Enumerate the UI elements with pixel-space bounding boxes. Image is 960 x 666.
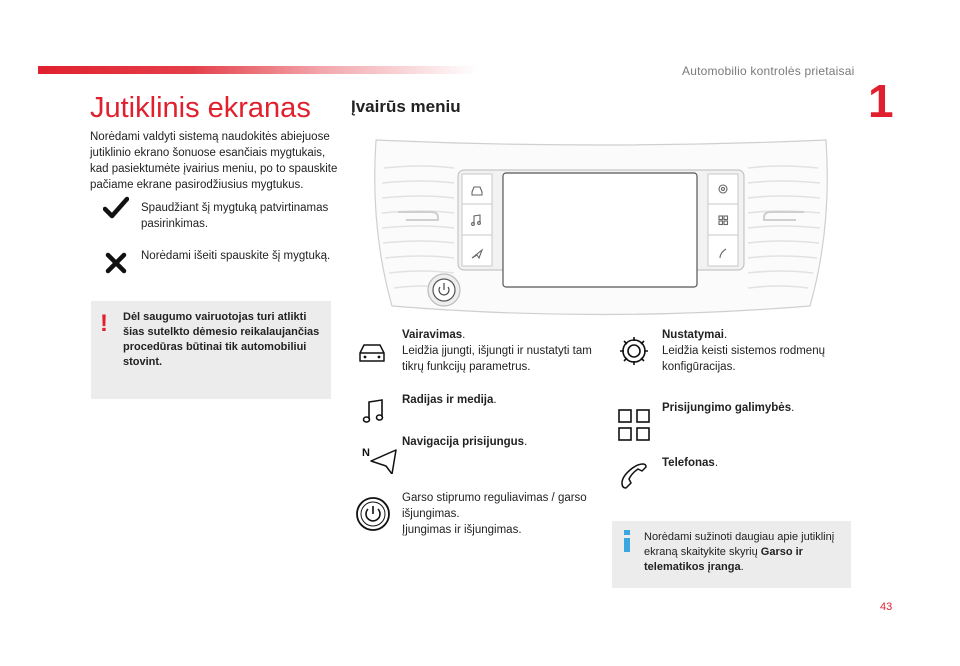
menu-item-radio: Radijas ir medija. <box>402 394 497 406</box>
header-accent-bar <box>38 66 478 74</box>
chapter-number: 1 <box>868 75 894 127</box>
menu-item-title: Nustatymai <box>662 329 724 341</box>
menu-item-desc: Leidžia įjungti, išjungti ir nustatyti tam tikrų funkcijų parametrus. <box>402 345 592 373</box>
exclamation-icon: ! <box>100 310 108 337</box>
warning-text: Dėl saugumo vairuotojas turi atlikti šias sutelkto dėmesio reikalaujančias procedūras būtinai tik automobiliui stovint. <box>123 311 320 368</box>
gear-icon <box>617 334 651 368</box>
checkmark-icon <box>101 193 131 223</box>
menu-item-settings: Nustatymai. Leidžia keisti sistemos rodmenų konfigūracijas. <box>662 329 825 373</box>
info-text-end: . <box>740 561 744 573</box>
section-title: Automobilio kontrolės prietaisai <box>682 64 855 78</box>
navigation-icon <box>360 444 400 474</box>
dashboard-illustration <box>362 128 840 318</box>
phone-icon <box>620 462 648 490</box>
intro-paragraph: Norėdami valdyti sistemą naudokitės abiejuose jutiklinio ekrano šonuose esančiais mygtukais, kad pasiektumėte įvairius meniu, po to spauskite pačiame ekrane pasirodžiusius mygtukus. <box>90 131 338 191</box>
page-title: Jutiklinis ekranas <box>90 92 311 124</box>
menu-item-title: Navigacija prisijungus <box>402 436 525 448</box>
menu-item-driving: Vairavimas. Leidžia įjungti, išjungti ir nustatyti tam tikrų funkcijų parametrus. <box>402 329 592 373</box>
exit-description: Norėdami išeiti spauskite šį mygtuką. <box>141 250 331 262</box>
menu-item-volume: Garso stiprumo reguliavimas / garso išjungimas. Įjungimas ir išjungimas. <box>402 492 587 536</box>
car-icon <box>357 338 387 368</box>
info-icon <box>621 530 633 552</box>
menu-item-title: Vairavimas <box>402 329 463 341</box>
confirm-description: Spaudžiant šį mygtuką patvirtinamas pasirinkimas. <box>141 202 329 230</box>
menu-item-title: Radijas ir medija <box>402 394 494 406</box>
music-note-icon <box>359 396 389 426</box>
menu-item-title: Prisijungimo galimybės <box>662 402 792 414</box>
info-text-chapter: Garso ir telematikos įranga <box>644 546 803 573</box>
menu-item-phone: Telefonas. <box>662 457 719 469</box>
menu-item-title: Telefonas <box>662 457 715 469</box>
menu-item-navigation: Navigacija prisijungus. <box>402 436 528 448</box>
menus-title: Įvairūs meniu <box>351 97 461 116</box>
page-number: 43 <box>880 601 893 613</box>
apps-grid-icon <box>617 408 651 442</box>
menu-item-desc: Leidžia keisti sistemos rodmenų konfigūracijas. <box>662 345 825 373</box>
menu-item-connectivity: Prisijungimo galimybės. <box>662 402 795 414</box>
info-text <box>644 530 844 575</box>
cross-icon <box>101 248 131 278</box>
power-knob-icon <box>355 496 391 532</box>
svg-text:N: N <box>362 447 370 459</box>
info-text-part: Norėdami sužinoti daugiau apie jutiklinį ekraną skaitykite skyrių <box>644 531 835 558</box>
